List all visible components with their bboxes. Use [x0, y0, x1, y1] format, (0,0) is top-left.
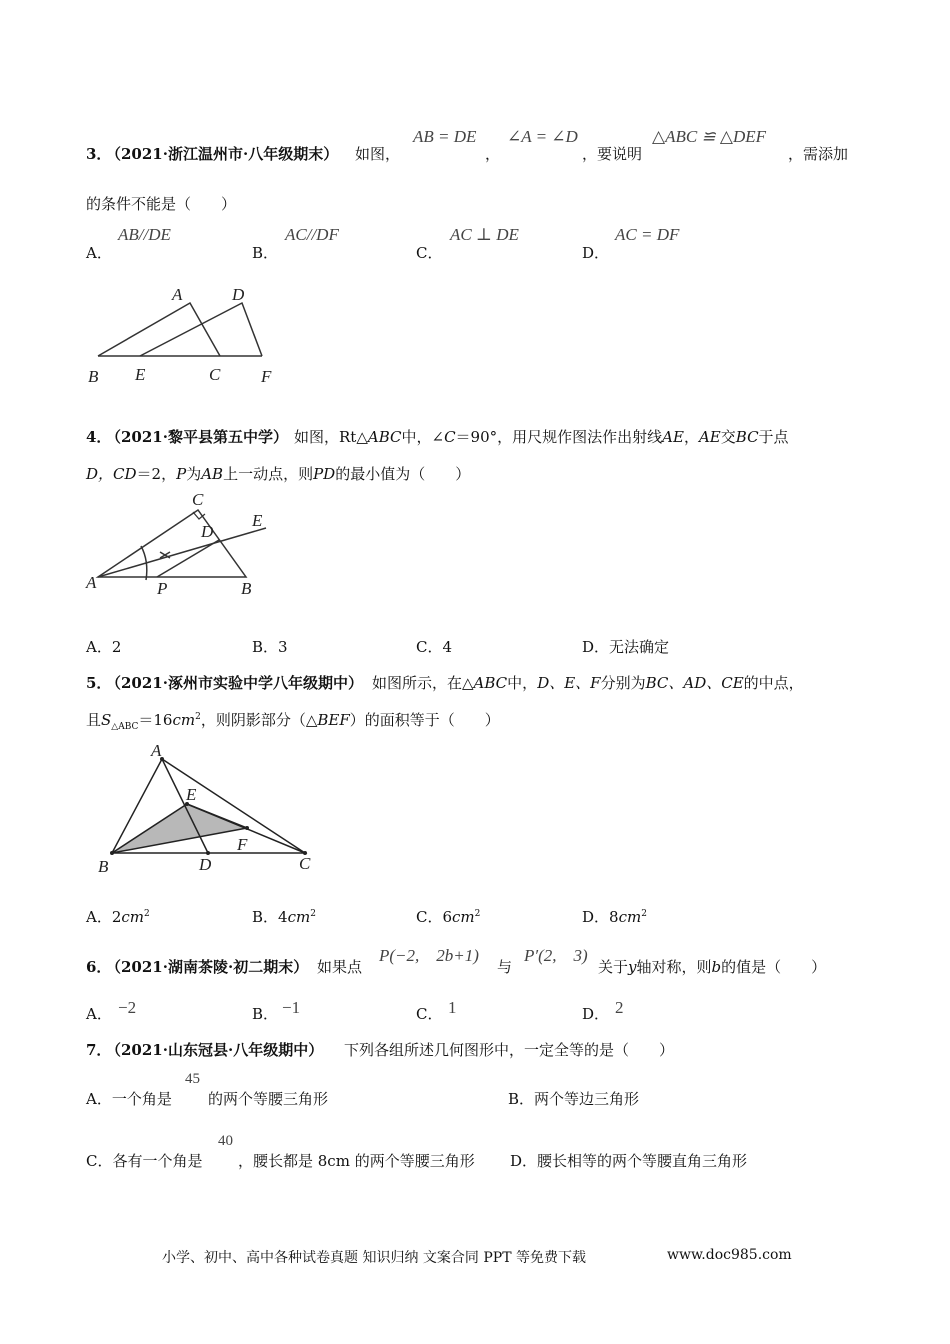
q7-stem: 下列各组所述几何图形中，一定全等的是（ ）: [344, 1041, 675, 1059]
q4-label-p: P: [157, 579, 168, 598]
q3-comma: ，: [485, 145, 501, 163]
q6-text-1: 如果点: [317, 958, 363, 976]
q6-source: （2021·湖南茶陵·初二期末）: [106, 958, 309, 976]
q7-option-c-degree: 40: [218, 1133, 233, 1149]
q4-label-d: D: [201, 522, 214, 541]
q3-label-c: C: [209, 365, 221, 384]
q3-label-b: B: [88, 367, 99, 386]
q3-number: 3．: [86, 145, 112, 163]
q3-option-b-letter: B．: [252, 244, 279, 262]
q6-math-p-prime: P′(2, 3): [524, 946, 588, 965]
q4-option-c: C．4: [416, 638, 453, 656]
q5-number: 5．: [86, 674, 112, 692]
q4-label-a: A: [86, 573, 97, 592]
q7-option-c-rest: ，腰长都是 8cm 的两个等腰三角形: [238, 1152, 475, 1170]
footer-url[interactable]: www.doc985.com: [667, 1247, 792, 1263]
q3-option-c-letter: C．: [416, 244, 443, 262]
q7-option-c: C．各有一个角是: [86, 1152, 203, 1170]
q3-option-d-letter: D．: [582, 244, 610, 262]
q4-label-e: E: [252, 511, 263, 530]
q6-number: 6．: [86, 958, 112, 976]
footer-text: 小学、初中、高中各种试卷真题 知识归纳 文案合同 PPT 等免费下载: [162, 1250, 586, 1266]
q3-source: （2021·浙江温州市·八年级期末）: [106, 145, 339, 163]
q6-math-p: P(−2, 2b+1): [379, 946, 479, 965]
q6-option-a: −2: [118, 998, 137, 1017]
q4-option-d: D．无法确定: [582, 638, 670, 656]
q5-source: （2021·涿州市实验中学八年级期中）: [106, 674, 363, 692]
q4-option-a: A．2: [86, 638, 122, 656]
q4-option-b: B．3: [252, 638, 288, 656]
q3-option-c: AC ⊥ DE: [450, 225, 519, 244]
q7-option-a: A．一个角是: [86, 1090, 172, 1108]
q7-option-a-degree: 45: [185, 1071, 200, 1087]
q5-label-c: C: [299, 854, 311, 873]
q3-option-b: AC//DF: [285, 225, 339, 244]
q3-text-1: 如图，: [355, 145, 401, 163]
q6-option-c-letter: C．: [416, 1005, 443, 1023]
q6-option-b-letter: B．: [252, 1005, 279, 1023]
q3-label-e: E: [135, 365, 146, 384]
q5-shaded-bef: [112, 804, 247, 853]
q4-label-c: C: [192, 490, 204, 509]
q5-option-d: D．$8cm^2$: [582, 908, 647, 926]
q5-dot-b: [110, 851, 114, 855]
q5-text-2: 且$S_{\triangle ABC}=16cm^2$，则阴影部分（△BEF）的面积等于（ ）: [86, 711, 500, 732]
q6-option-c: 1: [448, 998, 457, 1017]
q3-option-d: AC = DF: [615, 225, 680, 244]
q3-label-f: F: [261, 367, 272, 386]
q7-option-b: B．两个等边三角形: [508, 1090, 640, 1108]
q5-text-1: 如图所示，在△ABC中，D、E、F分别为BC、AD、CE的中点，: [372, 674, 804, 692]
q5-option-b: B．$4cm^2$: [252, 908, 316, 926]
q4-number: 4．: [86, 428, 112, 446]
q4-source: （2021·黎平县第五中学）: [106, 428, 288, 446]
q5-label-e: E: [186, 785, 197, 804]
q6-text-3: 关于y轴对称，则b的值是（ ）: [598, 958, 827, 976]
q5-dot-f: [245, 826, 249, 830]
q4-text-2: D，CD＝2，P为AB上一动点，则PD的最小值为（ ）: [86, 465, 471, 483]
q3-text-2: ，要说明: [582, 145, 643, 163]
q3-label-a: A: [172, 285, 183, 304]
q3-option-a: AB//DE: [118, 225, 171, 244]
q6-option-a-letter: A．: [86, 1005, 112, 1023]
q3-text-3: ，需添加: [788, 145, 849, 163]
q5-label-b: B: [98, 857, 109, 876]
q3-math-ab-de: AB = DE: [413, 127, 477, 146]
q5-label-d: D: [199, 855, 212, 874]
q5-label-a: A: [151, 741, 162, 760]
q5-option-c: C．$6cm^2$: [416, 908, 481, 926]
q3-line-2: 的条件不能是（ ）: [86, 195, 237, 213]
q3-math-congruent: △ABC ≌ △DEF: [652, 127, 767, 146]
q7-number: 7．: [86, 1041, 112, 1059]
q7-source: （2021·山东冠县·八年级期中）: [106, 1041, 324, 1059]
q6-option-d: 2: [615, 998, 624, 1017]
q6-option-b: −1: [282, 998, 301, 1017]
q3-option-a-letter: A．: [86, 244, 112, 262]
q5-option-a: A．$2cm^2$: [86, 908, 150, 926]
q6-option-d-letter: D．: [582, 1005, 610, 1023]
q5-label-f: F: [237, 835, 248, 854]
q3-math-angle: ∠A = ∠D: [507, 127, 578, 146]
q4-text-1: 如图，Rt△ABC中，∠C＝90°，用尺规作图法作出射线AE，AE交BC于点: [294, 428, 789, 446]
q3-label-d: D: [232, 285, 245, 304]
q6-text-2: 与: [497, 958, 513, 976]
q7-option-d: D．腰长相等的两个等腰直角三角形: [510, 1152, 748, 1170]
q4-label-b: B: [241, 579, 252, 598]
q7-option-a-rest: 的两个等腰三角形: [208, 1090, 329, 1108]
